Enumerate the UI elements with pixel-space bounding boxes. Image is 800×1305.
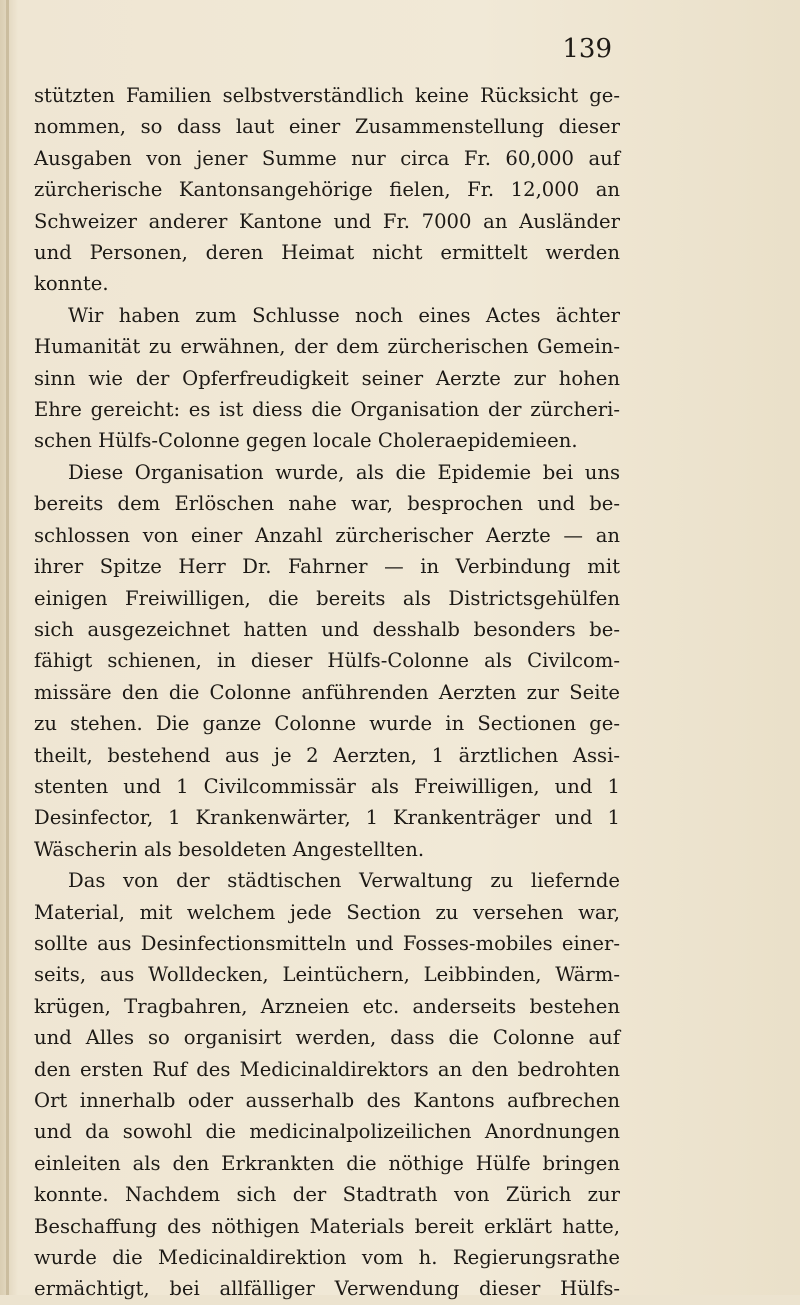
paragraph xyxy=(34,457,620,865)
text-line: zu stehen. Die ganze Colonne wurde in Sectionen ge- xyxy=(34,712,620,736)
text-line: und Alles so organisirt werden, dass die Colonne auf xyxy=(34,1026,620,1050)
text-line: Ort innerhalb oder ausserhalb des Kantons aufbrechen xyxy=(34,1089,620,1112)
text-line: Ausgaben von jener Summe nur circa Fr. 60,000 auf xyxy=(34,146,620,170)
text-line: sinn wie der Opferfreudigkeit seiner Aerzte zur hohen xyxy=(34,366,620,390)
text-line: krügen, Tragbahren, Arzneien etc. anderseits bestehen xyxy=(34,994,620,1018)
text-line: Ehre gereicht: es ist diess die Organisation der zürcheri- xyxy=(34,398,620,422)
text-line: Schweizer anderer Kantone und Fr. 7000 an Ausländer xyxy=(34,209,620,233)
text-line: theilt, bestehend aus je 2 Aerzten, 1 ärztlichen Assi- xyxy=(34,743,620,767)
body-text xyxy=(34,80,620,1305)
text-line: ihrer Spitze Herr Dr. Fahrner — in Verbindung mit xyxy=(34,555,620,579)
text-line: bereits dem Erlöschen nahe war, besprochen und be- xyxy=(34,492,620,516)
page-binding-edge xyxy=(6,0,9,1295)
text-line: schlossen von einer Anzahl zürcherischer Aerzte — an xyxy=(34,523,620,547)
text-line: ermächtigt, bei allfälliger Verwendung dieser Hülfs- xyxy=(34,1277,620,1301)
text-line: wurde die Medicinaldirektion vom h. Regierungsrathe xyxy=(34,1246,620,1270)
text-line: Material, mit welchem jede Section zu versehen war, xyxy=(34,900,620,924)
text-line: sollte aus Desinfectionsmitteln und Fosses-mobiles einer- xyxy=(34,931,620,955)
text-line: seits, aus Wolldecken, Leintüchern, Leibbinden, Wärm- xyxy=(34,963,620,987)
text-line: den ersten Ruf des Medicinaldirektors an den bedrohten xyxy=(34,1057,620,1081)
text-line: Das von der städtischen Verwaltung zu liefernde xyxy=(68,869,620,893)
text-line: Wäscherin als besoldeten Angestellten. xyxy=(34,837,425,861)
paragraph xyxy=(34,300,620,457)
text-line: konnte. xyxy=(34,272,109,296)
text-line: stenten und 1 Civilcommissär als Freiwilligen, und 1 xyxy=(34,774,620,798)
text-line: missäre den die Colonne anführenden Aerzten zur Seite xyxy=(34,680,620,704)
text-line: Humanität zu erwähnen, der dem zürcherischen Gemein- xyxy=(34,335,620,359)
text-line: Wir haben zum Schlusse noch eines Actes ächter xyxy=(68,303,620,327)
text-line: fähigt schienen, in dieser Hülfs-Colonne als Civilcom- xyxy=(34,649,620,673)
paragraph xyxy=(34,80,620,300)
paragraph xyxy=(34,865,620,1305)
text-line: sich ausgezeichnet hatten und desshalb besonders be- xyxy=(34,617,620,641)
text-line: konnte. Nachdem sich der Stadtrath von Zürich zur xyxy=(34,1183,620,1207)
text-line: nommen, so dass laut einer Zusammenstellung dieser xyxy=(34,115,620,139)
text-line: Diese Organisation wurde, als die Epidemie bei uns xyxy=(68,460,620,484)
text-line: Beschaffung des nöthigen Materials bereit erklärt hatte, xyxy=(34,1214,620,1238)
text-line: einleiten als den Erkrankten die nöthige Hülfe bringen xyxy=(34,1151,620,1175)
text-line: Desinfector, 1 Krankenwärter, 1 Krankenträger und 1 xyxy=(34,806,620,830)
text-line: und Personen, deren Heimat nicht ermittelt werden xyxy=(34,241,620,265)
text-line: schen Hülfs-Colonne gegen locale Choleraepidemieen. xyxy=(34,429,578,453)
text-line: stützten Familien selbstverständlich keine Rücksicht ge- xyxy=(34,84,620,107)
text-line: und da sowohl die medicinalpolizeilichen Anordnungen xyxy=(34,1120,620,1144)
page-number: 139 xyxy=(562,34,612,64)
text-line: zürcherische Kantonsangehörige fielen, Fr. 12,000 an xyxy=(34,178,620,202)
text-line: einigen Freiwilligen, die bereits als Districtsgehülfen xyxy=(34,586,620,610)
